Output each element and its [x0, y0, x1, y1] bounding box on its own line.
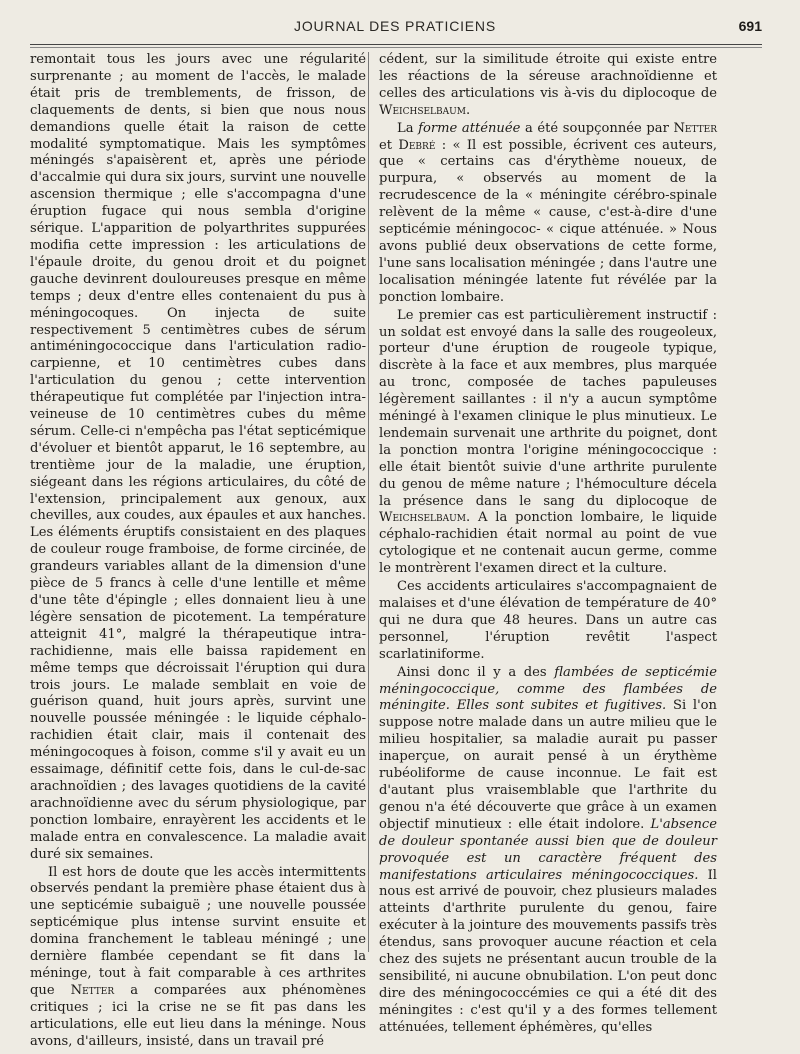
right-paragraph-2 [379, 121, 717, 307]
text-run: : « Il est possible, écrivent ces auteurs, que « certains cas d'érythème noueux, de purpura, « observés au moment de la recrudescence de la « méningite cérébro-spinale relèvent de la même « cause, c'est-à-dire d'une septicémie méningococ- « cique atténuée. » Nous avons publié deux observations de cette forme, l'une sans localisation méningée ; dans l'autre une localisation méningée latente fut révélée par la ponction lombaire. [379, 137, 717, 305]
left-paragraph-1: remontait tous les jours avec une régularité surprenante ; au moment de l'accès, le malade était pris de tremblements, de frisson, de claquements de dents, si bien que nous nous demandions quelle était la raison de cette modalité symptomatique. Mais les symptômes méningés s'apaisèrent et, après une période d'accalmie qui dura six jours, survint une nouvelle ascension thermique ; elle s'accompagna d'une éruption fugace qui nous sembla d'origine sérique. L'apparition de polyarthrites suppurées modifia cette impression : les articulations de l'épaule droite, du genou droit et du poignet gauche devinrent douloureuses presque en même temps ; deux d'entre elles contenaient du pus à méningocoques. On injecta de suite respectivement 5 centimètres cubes de sérum antiméningococcique dans l'articulation radio-carpienne, et 10 centimètres cubes dans l'articulation du genou ; cette intervention thérapeutique fut complétée par l'injection intra-veineuse de 10 centimètres cubes du même sérum. Celle-ci n'empêcha pas l'état septicémique d'évoluer et bientôt apparut, le 16 septembre, au trentième jour de la maladie, une éruption, siégeant dans les régions articulaires, du côté de l'extension, principalement aux genoux, aux chevilles, aux coudes, aux épaules et aux hanches. Les éléments éruptifs consistaient en des plaques de couleur rouge framboise, de forme circinée, de grandeurs variables allant de la dimension d'une pièce de 5 francs à celle d'une lentille et même d'une tête d'épingle ; elles donnaient lieu à une légère sensation de picotement. La température atteignit 41°, malgré la thérapeutique intra-rachidienne, mais elle baissa rapidement en même temps que décroissait l'éruption qui dura trois jours. Le malade semblait en voie de guérison quand, huit jours après, survint une nouvelle poussée méningée : le liquide céphalo-rachidien était clair, mais il contenait des méningocoques à foison, comme s'il y avait eu un essaimage, définitif cette fois, dans le cul-de-sac arachnoïdien ; des lavages quotidiens de la cavité arachnoïdienne avec du sérum physiologique, par ponction lombaire, enrayèrent les accidents et le malade entra en convalescence. La maladie avait duré six semaines. [30, 52, 366, 862]
italic-run: forme atténuée [418, 120, 521, 136]
author-name: Debré [398, 137, 436, 153]
left-paragraph-2 [30, 865, 366, 1051]
right-paragraph-3 [379, 308, 717, 579]
text-run: . A la ponction lombaire, le liquide céphalo-rachidien était normal au point de vue cytologique et ne contenait aucun germe, comme le montrèrent l'examen direct et la culture. [379, 510, 717, 577]
text-run: Il est hors de doute que les accès intermittents observés pendant la première phase étaient dus à une septicémie subaiguë ; une nouvelle poussée septicémique plus intense survint ensuite et domina franchement le tableau méningé ; une dernière flambée cependant se fit dans la méninge, tout à fait comparable à ces arthrites que [30, 864, 366, 998]
text-run: a comparées aux phénomènes critiques ; ici la crise ne se fit pas dans les articulations, elle eut lieu dans la méninge. Nous avons, d'ailleurs, insisté, dans un travail pré [30, 982, 366, 1049]
journal-title: JOURNAL DES PRATICIENS [294, 18, 496, 34]
text-run: Le premier cas est particulièrement instructif : un soldat est envoyé dans la salle des rougeoleux, porteur d'une éruption de rougeole typique, discrète à la face et aux membres, plus marquée au tronc, composée de taches papuleuses légèrement saillantes : il n'y a aucun symptôme méningé à l'examen clinique le plus minutieux. Le lendemain survenait une arthrite du poignet, dont la ponction montra l'origine méningococcique : elle était bientôt suivie d'une arthrite purulente du genou de même nature ; l'hémoculture décela la présence dans le sang du diplocoque de [379, 307, 717, 509]
right-paragraph-4: Ces accidents articulaires s'accompagnaient de malaises et d'une élévation de température de 40° qui ne dura que 48 heures. Dans un autre cas personnel, l'éruption revêtit l'aspect scarlatiniforme. [379, 579, 717, 662]
text-run: . [465, 102, 471, 118]
text-run: La [397, 120, 419, 136]
running-head [28, 18, 762, 38]
author-name: Netter [70, 982, 115, 998]
text-run: Il nous est arrivé de pouvoir, chez plusieurs malades atteints d'arthrite purulente du genou, faire exécuter à la jointure des mouvements passifs très étendus, sans provoquer aucune réaction et cela chez des sujets ne présentant aucun trouble de la sensibilité, ni aucune obnubilation. L'on peut donc dire des méningococcémies ce qui a été dit des méningites : c'est qu'il y a des formes tellement atténuées, tellement éphémères, qu'elles [379, 867, 717, 1035]
italic-run: flambées de septicémie méningococcique, comme des flambées de méningite. Elles sont subites et fugitives. [379, 664, 717, 714]
text-run: et [379, 137, 399, 153]
author-name: Weichselbaum [379, 102, 466, 118]
author-name: Netter [673, 120, 717, 136]
page-number: 691 [738, 18, 762, 34]
column-divider [368, 52, 369, 952]
text-run: Ainsi donc il y a des [397, 664, 555, 680]
italic-run: L'absence de douleur spontanée aussi bien que de douleur provoquée est un caractère fréquent des manifestations articulaires méningococciques. [379, 816, 717, 883]
text-run: cédent, sur la similitude étroite qui existe entre les réactions de la séreuse arachnoïdienne et celles des articulations vis à-vis du diplocoque de [379, 52, 717, 101]
text-run: a été soupçonnée par [520, 120, 674, 136]
author-name: Weichselbaum [379, 510, 466, 526]
right-paragraph-1 [379, 52, 717, 120]
header-rule [30, 44, 762, 48]
left-column [30, 52, 366, 1050]
right-paragraph-5 [379, 665, 717, 1037]
right-column [379, 52, 717, 1037]
text-run: Si l'on suppose notre malade dans un autre milieu que le milieu hospitalier, sa maladie aurait pu passer inaperçue, on aurait pensé à un érythème rubéoliforme de cause inconnue. Le fait est d'autant plus vraisemblable que l'arthrite du genou n'a été découverte que grâce à un examen objectif minutieux : elle était indolore. [379, 698, 717, 832]
